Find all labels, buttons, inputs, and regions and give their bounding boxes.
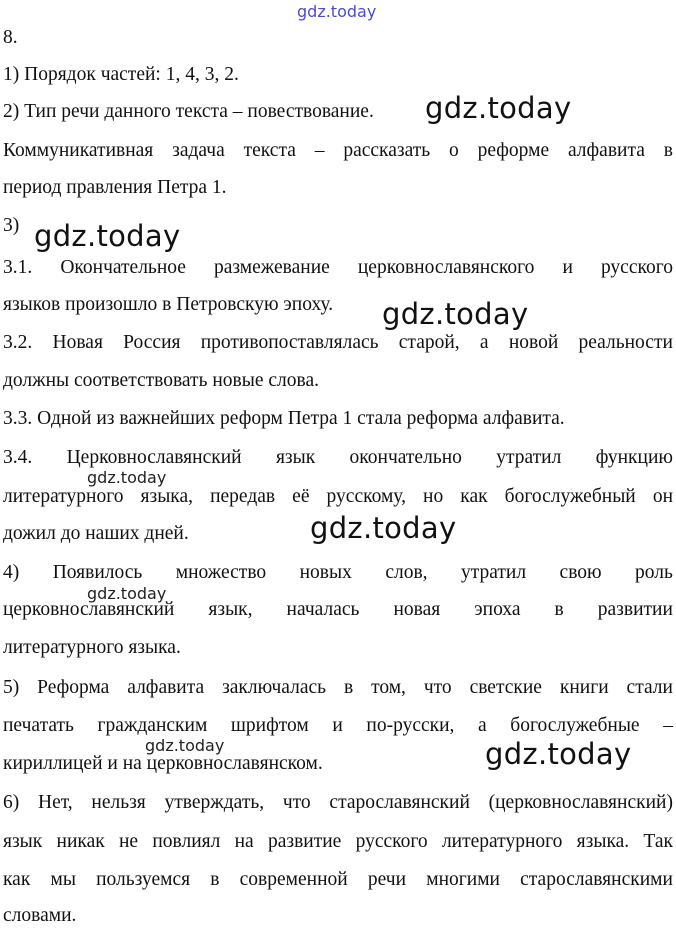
answer-2: 2) Тип речи данного текста – повествование.	[3, 101, 374, 122]
word: но	[423, 486, 444, 507]
word: эпоха	[474, 599, 521, 620]
answer-5-line-2	[3, 714, 673, 738]
word: язык	[3, 831, 43, 852]
word: реформе	[477, 140, 550, 161]
word: в	[343, 677, 354, 698]
word: что	[282, 792, 311, 813]
word: пользуемся	[96, 869, 191, 890]
word: Коммуникативная	[3, 140, 154, 161]
word: Новая	[52, 332, 103, 353]
answer-3-1-line-2: языков произошло в Петровскую эпоху.	[3, 294, 334, 315]
word: язык	[275, 447, 316, 468]
word: старославянскими	[520, 869, 673, 890]
word: Россия	[123, 332, 181, 353]
word: Реформа	[37, 677, 110, 698]
word: 3.4.	[3, 447, 33, 468]
word: русского	[600, 257, 673, 278]
word: её	[292, 486, 310, 507]
word: современной	[239, 869, 348, 890]
word: текста	[243, 140, 296, 161]
watermark-8: gdz.today	[485, 737, 632, 771]
answer-4-line-1	[3, 561, 673, 585]
watermark-top: gdz.today	[297, 2, 377, 21]
word: в	[663, 140, 673, 161]
word: шрифтом	[230, 715, 309, 736]
word: развитие	[267, 831, 342, 852]
watermark-6: gdz.today	[87, 584, 167, 603]
answer-6-line-2	[3, 830, 673, 854]
word: и	[562, 257, 573, 278]
word: литературного	[441, 831, 563, 852]
word: новой	[508, 332, 559, 353]
word: и	[332, 715, 343, 736]
word: утратил	[460, 562, 527, 583]
word: размежевание	[213, 257, 330, 278]
word: а	[479, 332, 489, 353]
word: Нет,	[37, 792, 73, 813]
word: реальности	[578, 332, 673, 353]
word: утратил	[496, 447, 562, 468]
answer-5-line-3: кириллицей и на церковнославянском.	[3, 753, 323, 774]
answer-6-line-1	[3, 791, 673, 815]
word: 6)	[3, 792, 20, 813]
word: роль	[635, 562, 673, 583]
word: книги	[559, 677, 609, 698]
word: началась	[286, 599, 360, 620]
word: печатать	[3, 715, 74, 736]
answer-6-line-3	[3, 868, 673, 892]
answer-3-heading: 3)	[3, 215, 20, 236]
word: гражданским	[97, 715, 208, 736]
word: 4)	[3, 562, 20, 583]
word: светские	[469, 677, 542, 698]
word: 3.1.	[3, 257, 33, 278]
answer-3-4-line-3: дожил до наших дней.	[3, 523, 189, 544]
word: многими	[426, 869, 500, 890]
word: Церковнославянский	[66, 447, 242, 468]
word: функцию	[595, 447, 673, 468]
word: старославянский	[329, 792, 470, 813]
word: утверждать,	[164, 792, 265, 813]
answer-3-2-line-1	[3, 331, 673, 355]
word: алфавита	[127, 677, 205, 698]
watermark-3: gdz.today	[382, 297, 529, 331]
answer-1: 1) Порядок частей: 1, 4, 3, 2.	[3, 64, 239, 85]
answer-6-line-4: словами.	[3, 905, 77, 926]
word: –	[663, 715, 673, 736]
word: новых	[299, 562, 352, 583]
word: как	[3, 869, 31, 890]
word: никак	[56, 831, 105, 852]
word: (церковнославянский)	[488, 792, 673, 813]
word: языка,	[140, 486, 194, 507]
task-number: 8.	[3, 27, 18, 48]
word: 5)	[3, 677, 20, 698]
word: 3.2.	[3, 332, 33, 353]
word: свою	[559, 562, 602, 583]
word: церковнославянский	[3, 599, 175, 620]
word: алфавита	[567, 140, 645, 161]
answer-2-line-2: период правления Петра 1.	[3, 177, 227, 198]
watermark-7: gdz.today	[145, 736, 225, 755]
answer-3-2-line-2: должны соответствовать новые слова.	[3, 370, 319, 391]
word: русскому,	[326, 486, 406, 507]
word: старой,	[398, 332, 460, 353]
word: церковнославянского	[357, 257, 535, 278]
answer-2-line-1	[3, 139, 673, 163]
word: противопоставлялась	[200, 332, 379, 353]
word: русского	[355, 831, 428, 852]
word: богослужебные	[510, 715, 640, 736]
word: Так	[643, 831, 673, 852]
word: заключалась	[222, 677, 327, 698]
word: нельзя	[91, 792, 146, 813]
word: языка.	[576, 831, 630, 852]
word: по-русски,	[366, 715, 455, 736]
word: что	[423, 677, 452, 698]
watermark-5: gdz.today	[310, 511, 457, 545]
answer-3-1-line-1	[3, 256, 673, 280]
word: мы	[50, 869, 76, 890]
answer-3-3: 3.3. Одной из важнейших реформ Петра 1 стала реформа алфавита.	[3, 408, 565, 429]
word: рассказать	[343, 140, 431, 161]
word: повлиял	[152, 831, 221, 852]
word: он	[652, 486, 673, 507]
word: Окончательное	[60, 257, 186, 278]
word: развитии	[597, 599, 673, 620]
answer-4-line-3: литературного языка.	[3, 637, 181, 658]
watermark-4: gdz.today	[87, 468, 167, 487]
word: о	[449, 140, 459, 161]
word: литературного	[3, 486, 124, 507]
answer-3-4-line-1	[3, 446, 673, 470]
word: –	[314, 140, 325, 161]
word: речи	[367, 869, 407, 890]
word: передав	[210, 486, 276, 507]
word: не	[118, 831, 139, 852]
word: окончательно	[349, 447, 462, 468]
answer-3-4-line-2	[3, 485, 673, 509]
word: язык,	[208, 599, 253, 620]
word: в	[554, 599, 564, 620]
word: задача	[172, 140, 225, 161]
word: богослужебный	[504, 486, 636, 507]
word: Появилось	[52, 562, 143, 583]
word: том,	[371, 677, 406, 698]
word: как	[460, 486, 488, 507]
word: стали	[626, 677, 673, 698]
word: а	[478, 715, 487, 736]
watermark-2: gdz.today	[34, 219, 181, 253]
word: слов,	[385, 562, 428, 583]
word: на	[234, 831, 254, 852]
watermark-1: gdz.today	[425, 91, 572, 125]
answer-5-line-1	[3, 676, 673, 700]
word: новая	[393, 599, 441, 620]
word: в	[210, 869, 220, 890]
word: множество	[175, 562, 267, 583]
